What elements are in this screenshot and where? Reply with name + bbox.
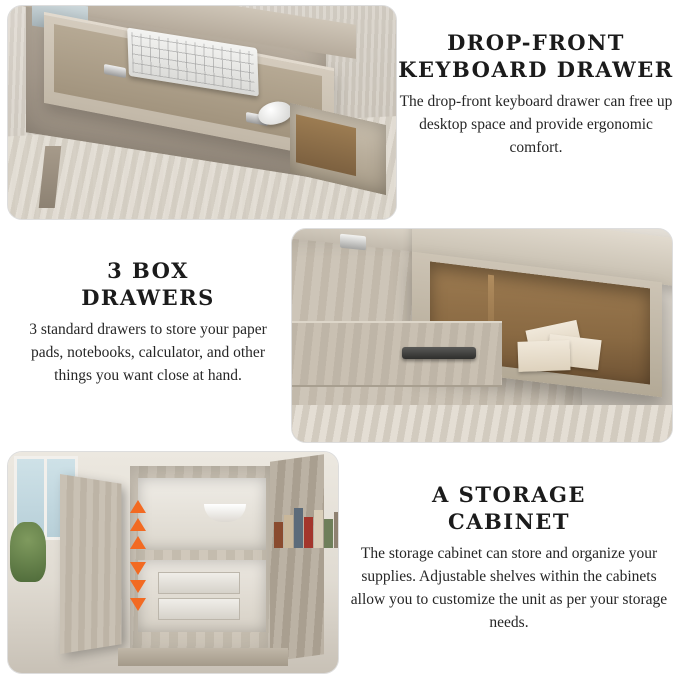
text-block-keyboard-drawer [398,30,674,160]
book-spine [274,522,283,548]
text-block-box-drawers [12,258,284,388]
heading-storage-cabinet-line1: A STORAGE [432,482,586,507]
storage-bin [158,598,240,620]
heading-storage-cabinet [348,482,670,536]
arrow-up-icon [130,518,146,531]
cabinet-base [118,648,288,666]
paper-item [517,340,570,372]
book-spine [284,515,293,548]
heading-storage-cabinet-line2: CABINET [448,508,570,534]
photo-storage-cabinet [8,452,338,673]
heading-box-drawers [12,258,284,312]
cabinet-door-open [60,474,121,654]
books-row [274,508,338,552]
plant [10,522,46,582]
body-keyboard-drawer: The drop-front keyboard drawer can free up desktop space and provide ergonomic comfort. [399,92,673,156]
text-block-storage-cabinet [348,482,670,635]
photo-box-drawers [292,229,672,442]
arrow-up-icon [130,536,146,549]
adjustable-shelf-arrows [130,500,146,610]
drawer-handle [402,347,476,359]
arrow-down-icon [130,598,146,611]
heading-keyboard-drawer [398,30,674,84]
rug [292,405,672,442]
book-spine [324,519,333,548]
photo-keyboard-drawer [8,6,396,219]
heading-box-drawers-line2: DRAWERS [81,284,215,310]
drawer-lock [340,234,366,251]
book-spine [314,510,323,548]
heading-keyboard-drawer-line1: DROP-FRONT [447,30,625,55]
cabinet-side-panel [270,454,324,662]
heading-keyboard-drawer-line2: KEYBOARD DRAWER [398,56,674,82]
arrow-down-icon [130,580,146,593]
book-spine [334,512,338,548]
heading-box-drawers-line1: 3 BOX [107,258,189,283]
body-storage-cabinet: The storage cabinet can store and organize your supplies. Adjustable shelves within the cabinets allow you to customize the unit as per your storage needs. [350,544,668,631]
storage-bin [158,572,240,594]
arrow-down-icon [130,562,146,575]
body-box-drawers: 3 standard drawers to store your paper pads, notebooks, calculator, and other things you want close at hand. [29,320,267,384]
arrow-up-icon [130,500,146,513]
book-spine [294,508,303,548]
shelf-lower [138,560,266,632]
book-spine [304,517,313,548]
shelf-upper [138,478,266,550]
